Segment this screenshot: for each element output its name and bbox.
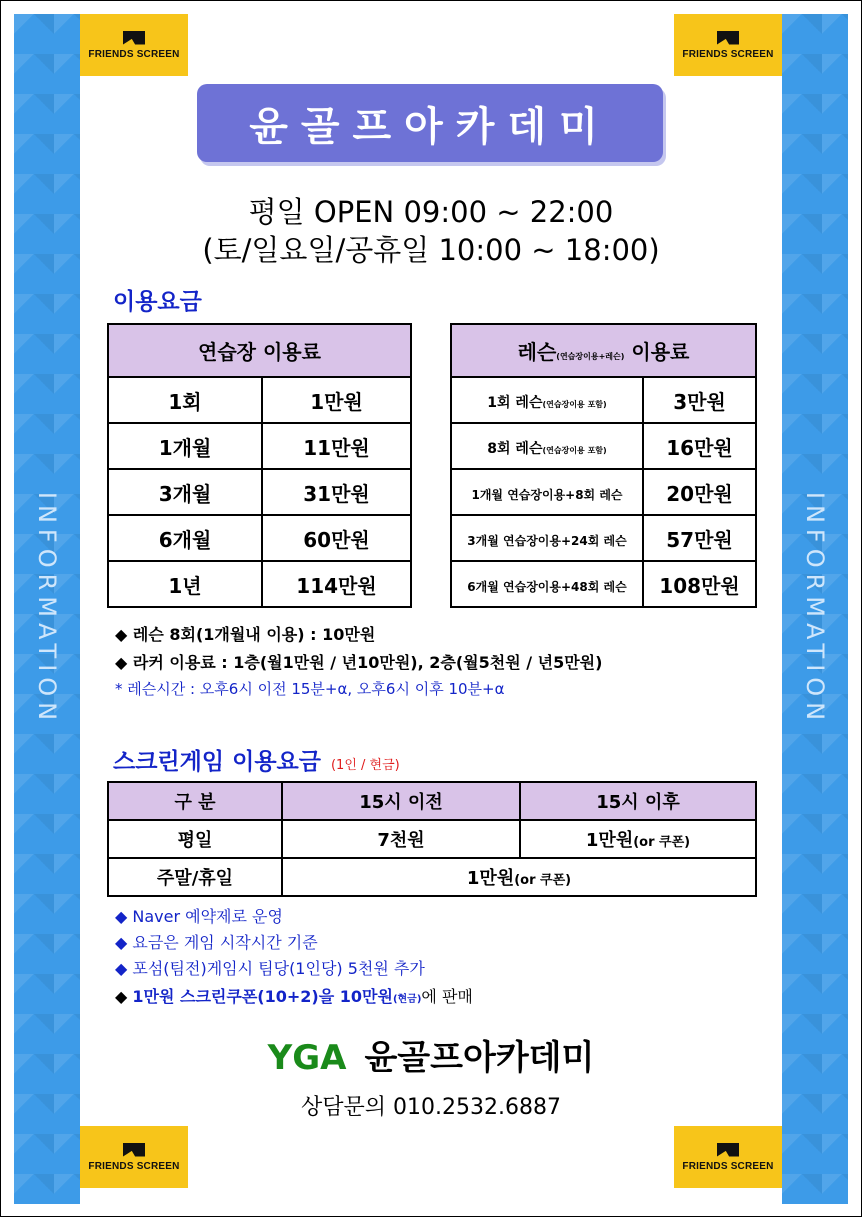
table-row: 6개월 연습장이용+48회 레슨 108만원 [451, 561, 756, 607]
table-row: 8회 레슨(연습장이용 포함) 16만원 [451, 423, 756, 469]
flag-icon [717, 1143, 739, 1157]
screen-section-title: 스크린게임 이용요금 (1인 / 현금) [113, 749, 400, 775]
friends-screen-logo-top-right: FRIENDS SCREEN [674, 14, 782, 76]
table-row: 1회 레슨(연습장이용 포함) 3만원 [451, 377, 756, 423]
friends-screen-logo-top-left: FRIENDS SCREEN [80, 14, 188, 76]
flag-icon [123, 1143, 145, 1157]
flag-icon [717, 31, 739, 45]
friends-screen-logo-bottom-right: FRIENDS SCREEN [674, 1126, 782, 1188]
col-header-category: 구 분 [108, 782, 282, 820]
side-text-left: INFORMATION [33, 491, 61, 727]
table-row: 1개월 11만원 [108, 423, 411, 469]
screen-section-sub: (1인 / 현금) [330, 758, 400, 773]
coupon-promo-note: ◆ 1만원 스크린쿠폰(10+2)을 10만원(현금)에 판매 [115, 987, 473, 1006]
practice-fee-header: 연습장 이용료 [108, 324, 411, 377]
friends-screen-logo-bottom-left: FRIENDS SCREEN [80, 1126, 188, 1188]
lesson-fee-header: 레슨(연습장이용+레슨) 이용료 [451, 324, 756, 377]
table-row: 평일 7천원 1만원(or 쿠폰) [108, 820, 756, 858]
side-text-right: INFORMATION [801, 491, 829, 727]
brand-abbr: YGA [267, 1038, 347, 1078]
weekend-hours: (토/일요일/공휴일 10:00 ~ 18:00) [202, 233, 660, 267]
lesson-8-note: ◆ 레슨 8회(1개월내 이용) : 10만원 [115, 625, 376, 644]
naver-note: ◆ Naver 예약제로 운영 [115, 907, 283, 926]
lesson-fee-table [450, 323, 757, 608]
locker-note: ◆ 라커 이용료 : 1층(월1만원 / 년10만원), 2층(월5천원 / 년5만원) [115, 653, 603, 672]
table-row: 3개월 31만원 [108, 469, 411, 515]
col-header-after: 15시 이후 [520, 782, 756, 820]
start-time-note: ◆ 요금은 게임 시작시간 기준 [115, 933, 318, 952]
col-header-before: 15시 이전 [282, 782, 520, 820]
table-row: 1회 1만원 [108, 377, 411, 423]
screen-fee-table [107, 781, 757, 897]
brand-name: 윤골프아카데미 [364, 1038, 595, 1078]
table-row: 주말/휴일 1만원(or 쿠폰) [108, 858, 756, 896]
table-row: 1년 114만원 [108, 561, 411, 607]
title-banner [197, 84, 663, 162]
page-title: 윤골프아카데미 [249, 103, 611, 150]
weekday-hours: 평일 OPEN 09:00 ~ 22:00 [248, 195, 614, 229]
table-row: 6개월 60만원 [108, 515, 411, 561]
contact-phone: 상담문의 010.2532.6887 [301, 1095, 561, 1120]
table-row: 1개월 연습장이용+8회 레슨 20만원 [451, 469, 756, 515]
footer-brand [0, 1030, 862, 1079]
lesson-time-note: * 레슨시간 : 오후6시 이전 15분+α, 오후6시 이후 10분+α [115, 680, 505, 698]
fees-section-title: 이용요금 [113, 289, 202, 315]
flag-icon [123, 31, 145, 45]
table-row: 3개월 연습장이용+24회 레슨 57만원 [451, 515, 756, 561]
practice-fee-table [107, 323, 412, 608]
team-game-note: ◆ 포섬(팀전)게임시 팀당(1인당) 5천원 추가 [115, 959, 425, 978]
